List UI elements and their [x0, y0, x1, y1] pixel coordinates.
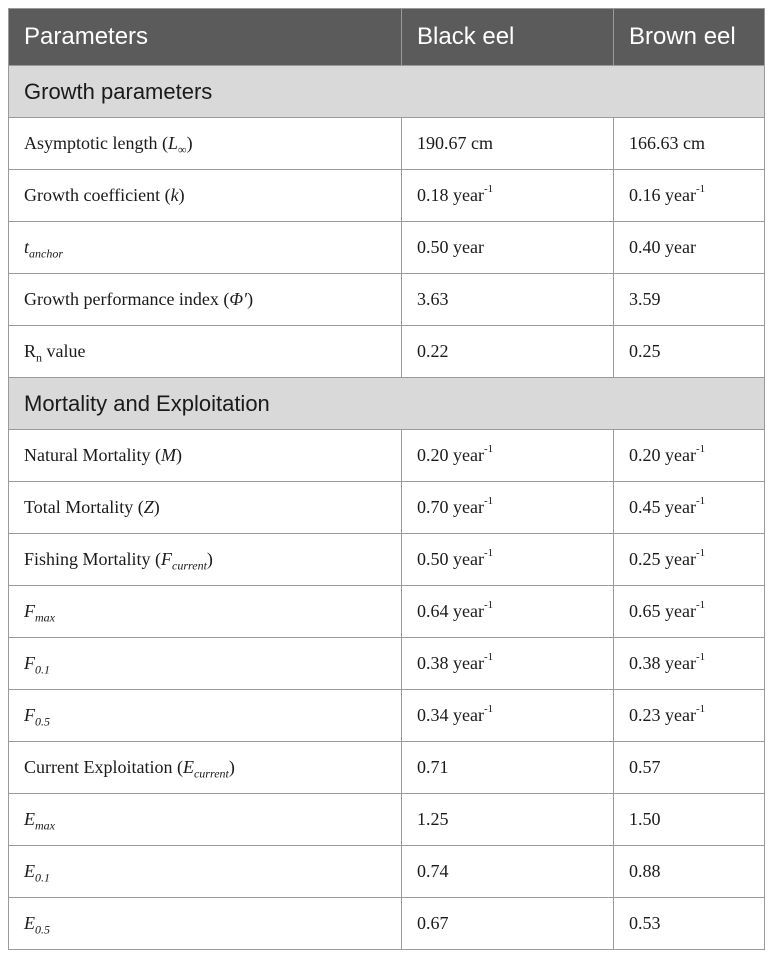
black-eel-value: 0.20 year$^{-1}$ [402, 430, 614, 482]
section-row-mortality [9, 378, 765, 430]
parameter-label: $F_{0.5}$ [9, 690, 402, 742]
parameter-label: Growth performance index (Φ′) [9, 274, 402, 326]
parameter-label: $t_{anchor}$ [9, 222, 402, 274]
table-row [9, 118, 765, 170]
parameter-label: Total Mortality (Z) [9, 482, 402, 534]
table-row [9, 170, 765, 222]
table-row [9, 898, 765, 950]
brown-eel-value: 0.25 year$^{-1}$ [614, 534, 765, 586]
table-row [9, 534, 765, 586]
black-eel-value: 0.71 [402, 742, 614, 794]
brown-eel-value: 0.57 [614, 742, 765, 794]
black-eel-value: 0.50 year$^{-1}$ [402, 534, 614, 586]
header-parameters: Parameters [9, 9, 402, 66]
table-row [9, 846, 765, 898]
table-row [9, 794, 765, 846]
black-eel-value: 3.63 [402, 274, 614, 326]
brown-eel-value: 0.40 year [614, 222, 765, 274]
table-row [9, 430, 765, 482]
brown-eel-value: 3.59 [614, 274, 765, 326]
brown-eel-value: 1.50 [614, 794, 765, 846]
black-eel-value: 0.74 [402, 846, 614, 898]
parameter-label: Growth coefficient (k) [9, 170, 402, 222]
brown-eel-value: 0.88 [614, 846, 765, 898]
black-eel-value: 0.64 year$^{-1}$ [402, 586, 614, 638]
black-eel-value: 190.67 cm [402, 118, 614, 170]
brown-eel-value: 0.20 year$^{-1}$ [614, 430, 765, 482]
section-row-growth [9, 66, 765, 118]
parameter-label: Asymptotic length $(L_\infty)$ [9, 118, 402, 170]
table-row [9, 222, 765, 274]
brown-eel-value: 0.53 [614, 898, 765, 950]
table-row [9, 638, 765, 690]
black-eel-value: 0.50 year [402, 222, 614, 274]
section-title-growth: Growth parameters [9, 66, 765, 118]
table-row [9, 326, 765, 378]
black-eel-value: 0.22 [402, 326, 614, 378]
parameter-label: $E_{0.5}$ [9, 898, 402, 950]
header-brown-eel: Brown eel [614, 9, 765, 66]
parameter-label: $F_{0.1}$ [9, 638, 402, 690]
brown-eel-value: 166.63 cm [614, 118, 765, 170]
section-title-mortality: Mortality and Exploitation [9, 378, 765, 430]
brown-eel-value: 0.45 year$^{-1}$ [614, 482, 765, 534]
brown-eel-value: 0.23 year$^{-1}$ [614, 690, 765, 742]
parameter-label: Current Exploitation $(E_{current})$ [9, 742, 402, 794]
brown-eel-value: 0.25 [614, 326, 765, 378]
header-row [9, 9, 765, 66]
brown-eel-value: 0.16 year$^{-1}$ [614, 170, 765, 222]
header-black-eel: Black eel [402, 9, 614, 66]
table-row [9, 742, 765, 794]
parameter-label: $R_n$ value [9, 326, 402, 378]
parameter-label: $E_{0.1}$ [9, 846, 402, 898]
black-eel-value: 0.38 year$^{-1}$ [402, 638, 614, 690]
black-eel-value: 0.70 year$^{-1}$ [402, 482, 614, 534]
eel-parameters-table [8, 8, 765, 950]
brown-eel-value: 0.38 year$^{-1}$ [614, 638, 765, 690]
table-row [9, 482, 765, 534]
parameter-label: Natural Mortality (M) [9, 430, 402, 482]
brown-eel-value: 0.65 year$^{-1}$ [614, 586, 765, 638]
table-row [9, 690, 765, 742]
table-row [9, 586, 765, 638]
parameter-label: $F_{max}$ [9, 586, 402, 638]
black-eel-value: 0.67 [402, 898, 614, 950]
parameter-label: $E_{max}$ [9, 794, 402, 846]
parameter-label: Fishing Mortality $(F_{current})$ [9, 534, 402, 586]
black-eel-value: 0.18 year$^{-1}$ [402, 170, 614, 222]
table-row [9, 274, 765, 326]
black-eel-value: 0.34 year$^{-1}$ [402, 690, 614, 742]
black-eel-value: 1.25 [402, 794, 614, 846]
